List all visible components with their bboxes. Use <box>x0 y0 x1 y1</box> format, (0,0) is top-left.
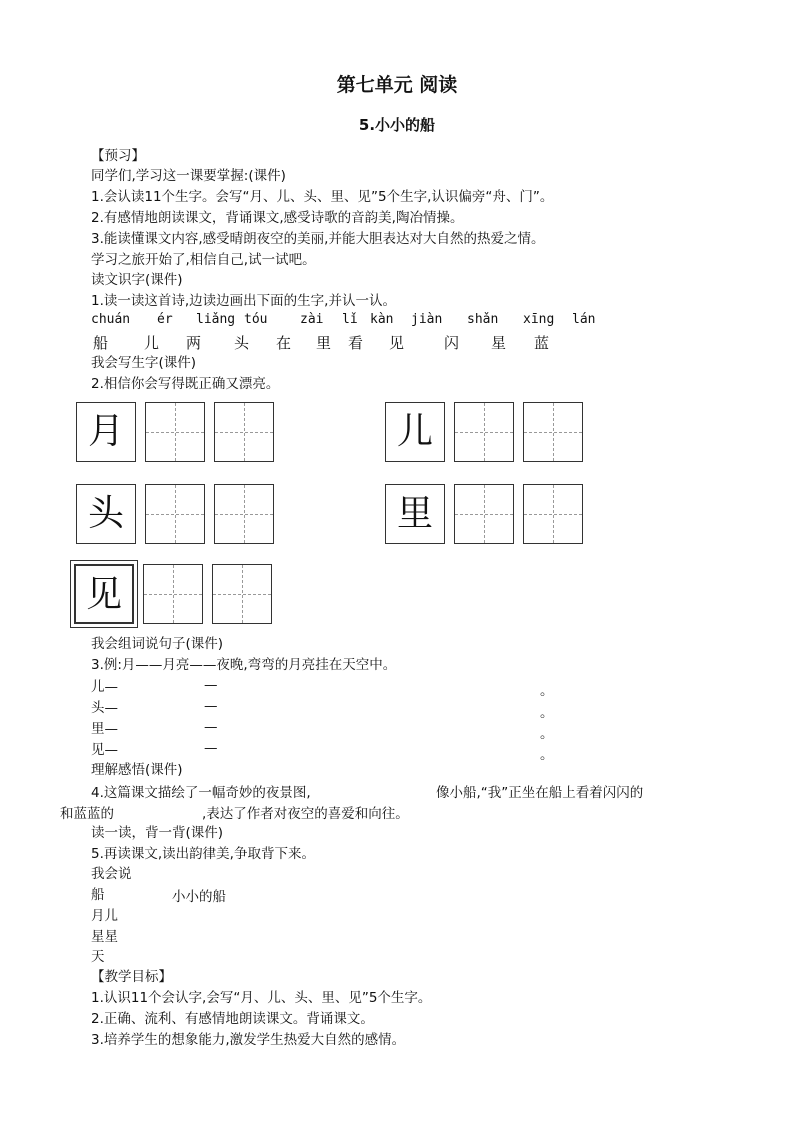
model-char: 儿 <box>396 411 433 452</box>
say-item: 星星 <box>91 929 118 945</box>
practice-grid[interactable] <box>523 402 583 462</box>
practice-grid[interactable] <box>212 564 272 624</box>
model-char-box <box>76 402 136 462</box>
pinyin: tóu <box>244 312 268 327</box>
model-char: 月 <box>87 411 124 452</box>
preview-goal-1: 1.会认读11个生字。会写“月、儿、头、里、见”5个生字,认识偏旁“舟、门”。 <box>91 189 554 205</box>
say-heading: 我会说 <box>91 866 132 882</box>
page-title: 第七单元 阅读 <box>336 74 458 96</box>
practice-grid[interactable] <box>523 484 583 544</box>
new-char: 船 <box>93 334 109 352</box>
new-char: 儿 <box>144 334 160 352</box>
pinyin: chuán <box>91 312 131 327</box>
teaching-goal-3: 3.培养学生的想象能力,激发学生热爱大自然的感情。 <box>91 1032 406 1048</box>
preview-goal-2: 2.有感情地朗读课文，背诵课文,感受诗歌的音韵美,陶冶情操。 <box>91 210 464 226</box>
question-4-part-a: 4.这篇课文描绘了一幅奇妙的夜景图, <box>91 785 311 801</box>
practice-grid[interactable] <box>454 402 514 462</box>
new-char: 蓝 <box>534 334 550 352</box>
pinyin: kàn <box>370 312 394 327</box>
new-char: 闪 <box>444 334 460 352</box>
word-row-period: 。 <box>540 726 554 742</box>
pinyin: jiàn <box>411 312 443 327</box>
new-char: 两 <box>186 334 202 352</box>
writing-task-2: 2.相信你会写得既正确又漂亮。 <box>91 376 280 392</box>
new-char: 里 <box>316 334 332 352</box>
pinyin: ér <box>157 312 173 327</box>
lesson-title: 5.小小的船 <box>358 116 436 134</box>
recite-heading: 读一读，背一背(课件) <box>91 825 224 841</box>
teaching-goals-heading: 【教学目标】 <box>91 969 172 985</box>
teaching-goal-2: 2.正确、流利、有感情地朗读课文。背诵课文。 <box>91 1011 374 1027</box>
pinyin: lǐ <box>342 312 358 327</box>
say-item: 天 <box>91 949 105 965</box>
pinyin: xīng <box>523 312 555 327</box>
new-char: 在 <box>276 334 292 352</box>
model-char: 头 <box>87 493 124 534</box>
question-4-part-d: ,表达了作者对夜空的喜爱和向往。 <box>202 806 409 822</box>
understanding-heading: 理解感悟(课件) <box>91 762 183 778</box>
practice-grid[interactable] <box>214 484 274 544</box>
new-char: 见 <box>389 334 405 352</box>
word-row-period: 。 <box>540 683 554 699</box>
question-4-part-b: 像小船,“我”正坐在船上看着闪闪的 <box>436 785 644 801</box>
words-heading: 我会组词说句子(课件) <box>91 636 224 652</box>
reading-heading: 读文识字(课件) <box>91 272 183 288</box>
pinyin: zài <box>300 312 324 327</box>
writing-heading: 我会写生字(课件) <box>91 355 197 371</box>
word-row-dash: — <box>204 677 218 693</box>
model-char-box <box>74 564 134 624</box>
word-row-dash: — <box>204 740 218 756</box>
pinyin: liǎng <box>196 312 236 327</box>
recite-task-5: 5.再读课文,读出韵律美,争取背下来。 <box>91 846 315 862</box>
preview-heading: 【预习】 <box>91 148 145 164</box>
preview-start: 学习之旅开始了,相信自己,试一试吧。 <box>91 252 316 268</box>
practice-grid[interactable] <box>454 484 514 544</box>
model-char-box <box>385 484 445 544</box>
new-char: 头 <box>234 334 250 352</box>
teaching-goal-1: 1.认识11个会认字,会写“月、儿、头、里、见”5个生字。 <box>91 990 432 1006</box>
pinyin: lán <box>572 312 596 327</box>
say-example: 小小的船 <box>172 889 226 905</box>
model-char: 里 <box>396 493 433 534</box>
new-char: 星 <box>491 334 507 352</box>
preview-intro: 同学们,学习这一课要掌握:(课件) <box>91 168 286 184</box>
preview-goal-3: 3.能读懂课文内容,感受晴朗夜空的美丽,并能大胆表达对大自然的热爱之情。 <box>91 231 545 247</box>
model-char-box <box>385 402 445 462</box>
word-row-label: 儿— <box>91 679 118 695</box>
pinyin: shǎn <box>467 312 499 327</box>
word-row-dash: — <box>204 698 218 714</box>
model-char-box <box>76 484 136 544</box>
word-row-label: 头— <box>91 700 118 716</box>
word-row-label: 见— <box>91 742 118 758</box>
practice-grid[interactable] <box>145 484 205 544</box>
practice-grid[interactable] <box>143 564 203 624</box>
new-char: 看 <box>348 334 364 352</box>
word-row-label: 里— <box>91 721 118 737</box>
words-example: 3.例:月——月亮——夜晚,弯弯的月亮挂在天空中。 <box>91 657 397 673</box>
question-4-part-c: 和蓝蓝的 <box>60 806 114 822</box>
word-row-period: 。 <box>540 705 554 721</box>
practice-grid[interactable] <box>214 402 274 462</box>
say-item: 船 <box>91 887 105 903</box>
model-char: 见 <box>85 574 122 615</box>
reading-task-1: 1.读一读这首诗,边读边画出下面的生字,并认一认。 <box>91 293 396 309</box>
word-row-period: 。 <box>540 747 554 763</box>
practice-grid[interactable] <box>145 402 205 462</box>
word-row-dash: — <box>204 719 218 735</box>
say-item: 月儿 <box>91 908 118 924</box>
